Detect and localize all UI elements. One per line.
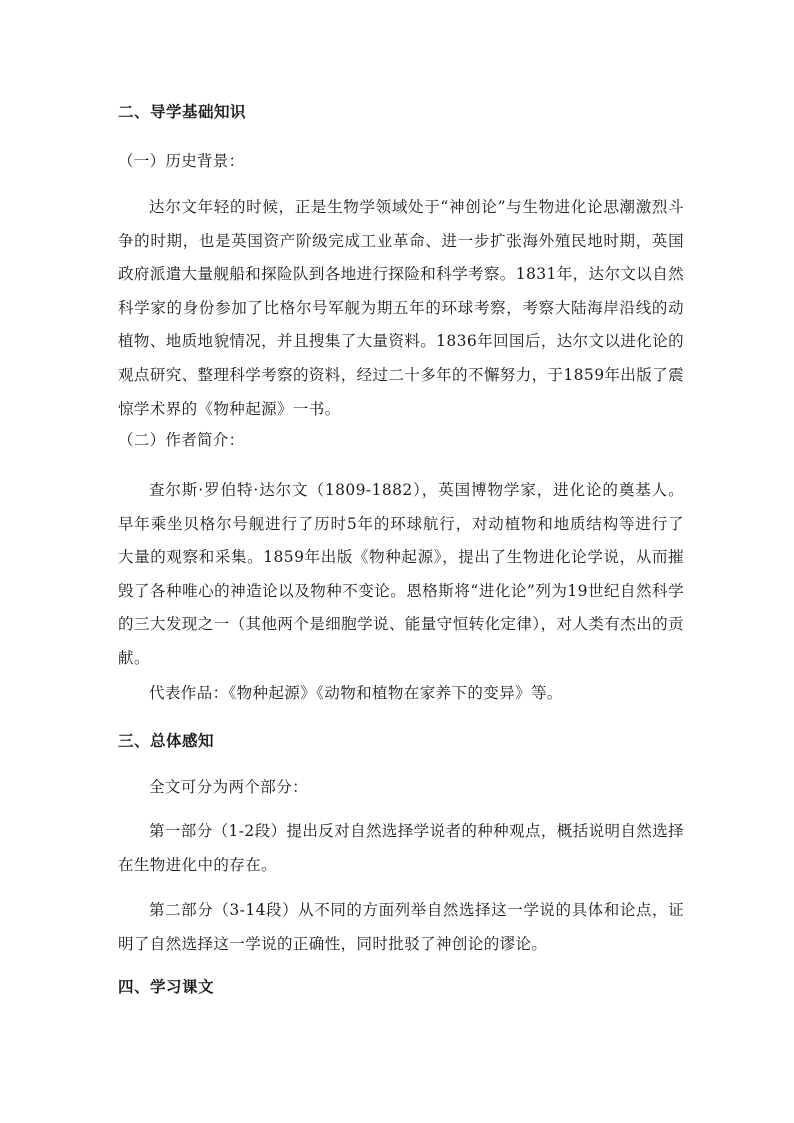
subheading-author-intro: （二）作者简介： bbox=[118, 431, 245, 449]
section-heading-study-text: 四、学习课文 bbox=[118, 978, 215, 996]
paragraph-representative-works: 代表作品：《物种起源》《动物和植物在家养下的变异》等。 bbox=[149, 684, 563, 702]
paragraph-author-intro: 查尔斯·罗伯特·达尔文（1809-1882），英国博物学家，进化论的奠基人。早年乘坐贝格尔号舰进行了历时5年的环球航行，对动植物和地质结构等进行了大量的观察和采集。1859年出版《物种起源》，提出了生物进化论学说，从而摧毁了各种唯心的神造论以及物种不变论。恩格斯将“进化论”列为19世纪自然科学的三大发现之一（其他两个是细胞学说、能量守恒转化定律），对人类有杰出的贡献。 bbox=[118, 481, 684, 667]
subheading-historical-background: （一）历史背景： bbox=[118, 152, 245, 170]
section-heading-overall-perception: 三、总体感知 bbox=[118, 732, 215, 750]
section-heading-guide-basics: 二、导学基础知识 bbox=[118, 103, 247, 121]
paragraph-historical-background: 达尔文年轻的时候，正是生物学领域处于“神创论”与生物进化论思潮激烈斗争的时期，也是英国资产阶级完成工业革命、进一步扩张海外殖民地时期，英国政府派遣大量舰船和探险队到各地进行探险和科学考察。1831年，达尔文以自然科学家的身份参加了比格尔号军舰为期五年的环球考察，考察大陆海岸沿线的动植物、地质地貌情况，并且搜集了大量资料。1836年回国后，达尔文以进化论的观点研究、整理科学考察的资料，经过二十多年的不懈努力，于1859年出版了震惊学术界的《物种起源》一书。 bbox=[118, 198, 684, 418]
paragraph-two-parts-intro: 全文可分为两个部分： bbox=[149, 778, 309, 796]
paragraph-part-two: 第二部分（3-14段）从不同的方面列举自然选择这一学说的具体和论点，证明了自然选择这一学说的正确性，同时批驳了神创论的谬论。 bbox=[118, 901, 684, 953]
paragraph-part-one: 第一部分（1-2段）提出反对自然选择学说者的种种观点，概括说明自然选择在生物进化中的存在。 bbox=[118, 822, 684, 874]
